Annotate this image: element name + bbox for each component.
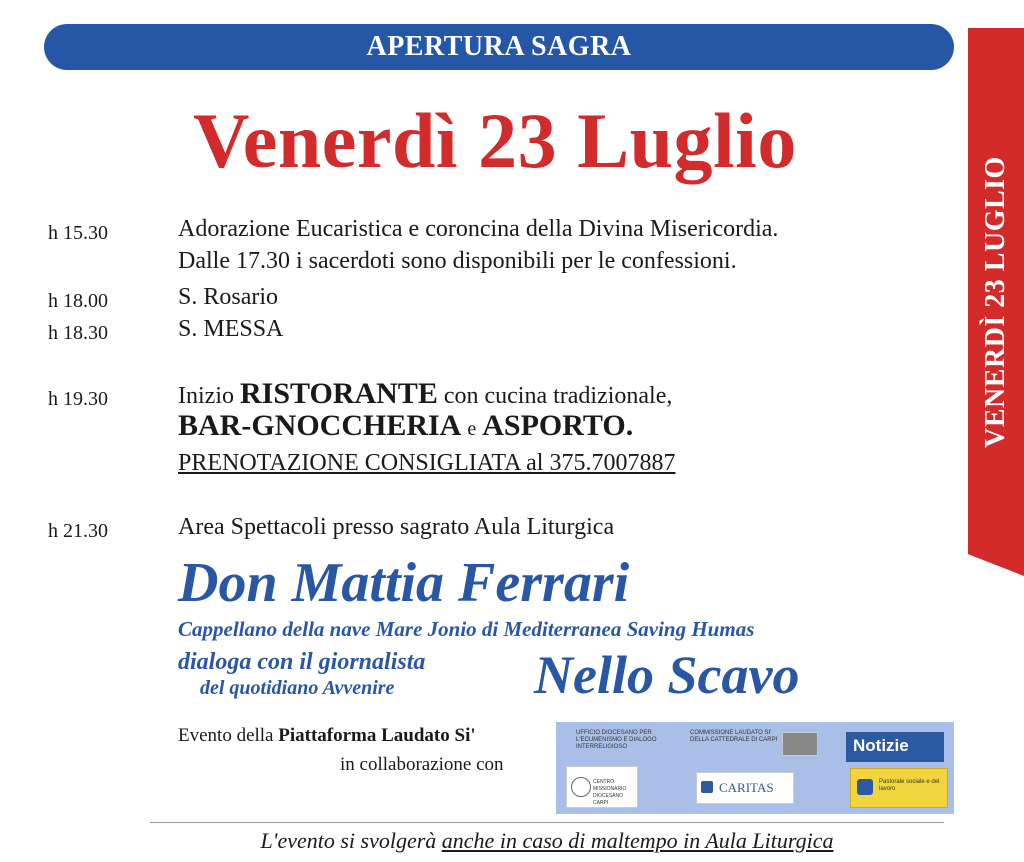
evento-prefix: Evento della	[178, 725, 274, 746]
bar-line	[178, 409, 633, 443]
ristorante-label: RISTORANTE	[239, 377, 438, 410]
centro-missionario-logo	[566, 766, 638, 808]
journalist-name: Nello Scavo	[534, 645, 800, 705]
schedule-line: S. Rosario	[178, 284, 279, 310]
ristorante-line	[178, 377, 672, 411]
notizie-label: Notizie	[853, 736, 909, 755]
dialoga-line-1: dialoga con il giornalista	[178, 649, 426, 675]
schedule-time: h 18.00	[48, 290, 108, 312]
footer-prefix: L'evento si svolgerà	[260, 828, 442, 853]
caritas-icon	[701, 781, 713, 793]
caritas-label: CARITAS	[719, 780, 774, 795]
side-ribbon-label: VENERDÌ 23 LUGLIO	[980, 156, 1011, 448]
ristorante-cucina: con cucina tradizionale,	[443, 383, 673, 409]
partner-logos-panel	[556, 722, 954, 814]
evento-line	[178, 725, 476, 747]
schedule-line: Adorazione Eucaristica e coroncina della Divina Misericordia.	[178, 216, 779, 242]
ufficio-ecumenismo-logo: UFFICIO DIOCESANO PER L'ECUMENISMO E DIALOGO INTERRELIGIOSO	[576, 730, 657, 750]
pastorale-sociale-logo	[850, 768, 948, 808]
footer-underlined: anche in caso di maltempo in Aula Liturgica	[441, 828, 834, 853]
centro-label: CENTRO MISSIONARIO DIOCESANO CARPI	[593, 779, 627, 806]
notizie-logo	[846, 732, 944, 762]
collaborazione-line: in collaborazione con	[340, 754, 504, 775]
period: .	[625, 409, 634, 442]
piattaforma-name: Piattaforma Laudato Si'	[278, 725, 476, 746]
footer-note	[150, 828, 944, 854]
globe-icon	[571, 777, 591, 797]
apertura-sagra-banner: APERTURA SAGRA	[44, 24, 954, 70]
ristorante-intro: Inizio	[178, 383, 234, 409]
bar-gnoccheria-label: BAR-GNOCCHERIA	[178, 409, 462, 442]
schedule-line: S. MESSA	[178, 316, 284, 342]
schedule-time: h 21.30	[48, 520, 108, 542]
guest-name: Don Mattia Ferrari	[178, 552, 630, 614]
pastorale-icon	[857, 779, 873, 795]
schedule-line: Dalle 17.30 i sacerdoti sono disponibili per le confessioni.	[178, 248, 737, 274]
event-date-title: Venerdì 23 Luglio	[193, 97, 797, 184]
caritas-logo	[696, 772, 794, 804]
guest-role: Cappellano della nave Mare Jonio di Mediterranea Saving Humas	[178, 617, 755, 641]
schedule-time: h 19.30	[48, 388, 108, 410]
schedule-time: h 15.30	[48, 222, 108, 244]
dialoga-line-2: del quotidiano Avvenire	[200, 677, 395, 699]
pastorale-label: Pastorale sociale e del lavoro	[879, 779, 940, 792]
commissione-laudato-logo: COMMISSIONE LAUDATO SI' DELLA CATTEDRALE DI CARPI	[690, 730, 778, 743]
and-connector: e	[467, 418, 477, 440]
schedule-time: h 18.30	[48, 322, 108, 344]
schedule-line: Area Spettacoli presso sagrato Aula Liturgica	[178, 514, 615, 540]
footer-divider	[150, 822, 944, 823]
cathedral-image	[782, 732, 818, 756]
prenotazione-line: PRENOTAZIONE CONSIGLIATA al 375.7007887	[178, 450, 676, 476]
asporto-label: ASPORTO	[482, 409, 626, 442]
